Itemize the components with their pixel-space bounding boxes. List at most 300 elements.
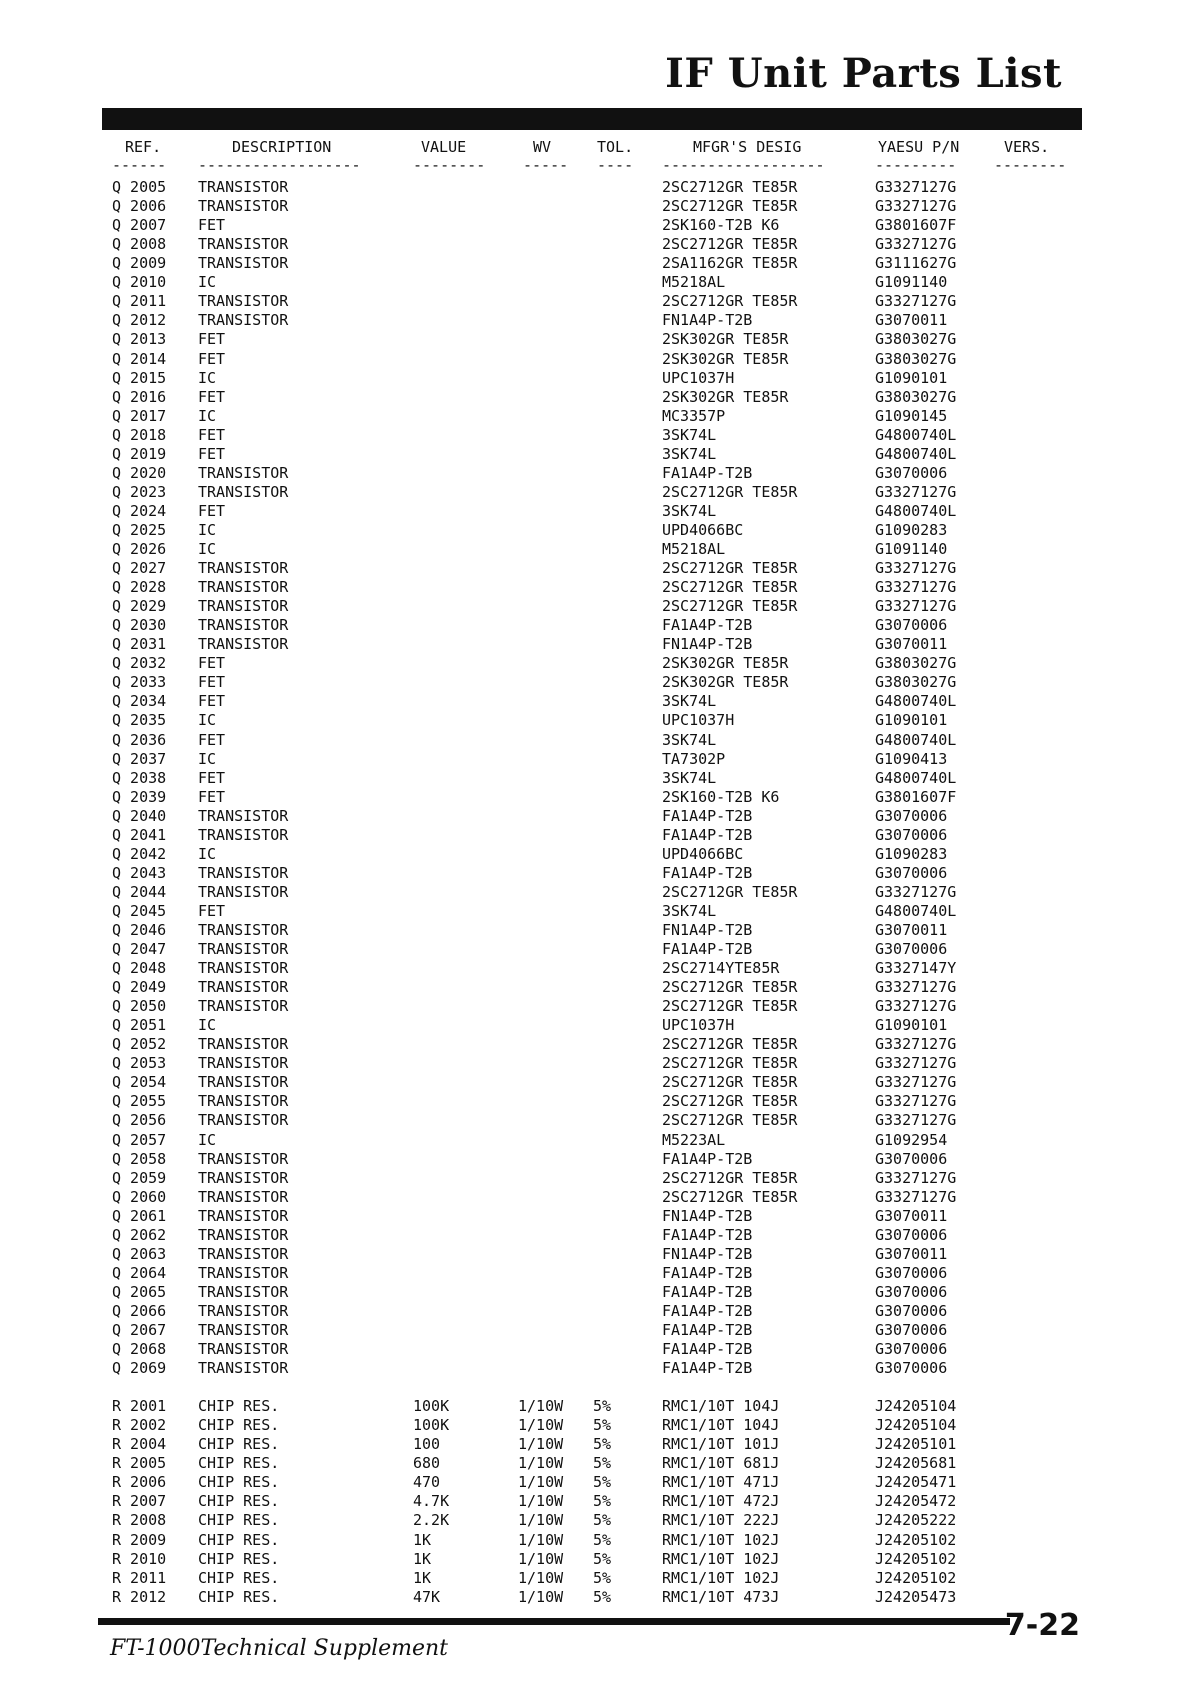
part-yaesu-pn: G4800740L bbox=[875, 768, 957, 787]
part-ref: Q 2056 bbox=[112, 1111, 167, 1130]
table-row bbox=[0, 1511, 1190, 1530]
part-description: TRANSISTOR bbox=[198, 1282, 289, 1301]
part-mfgr-desig: RMC1/10T 471J bbox=[662, 1473, 780, 1492]
part-ref: Q 2011 bbox=[112, 292, 167, 311]
part-ref: Q 2049 bbox=[112, 978, 167, 997]
part-ref: Q 2044 bbox=[112, 882, 167, 901]
part-description: TRANSISTOR bbox=[198, 292, 289, 311]
part-mfgr-desig: UPC1037H bbox=[662, 1016, 735, 1035]
part-yaesu-pn: G3070006 bbox=[875, 616, 948, 635]
table-row bbox=[0, 1454, 1190, 1473]
part-ref: R 2012 bbox=[112, 1587, 167, 1606]
part-mfgr-desig: 2SC2712GR TE85R bbox=[662, 559, 798, 577]
part-description: CHIP RES. bbox=[198, 1549, 280, 1568]
part-mfgr-desig: 2SK302GR TE85R bbox=[662, 330, 789, 349]
table-row bbox=[0, 445, 1190, 464]
page-number: 7-22 bbox=[1004, 1608, 1080, 1643]
part-yaesu-pn: G1090101 bbox=[875, 368, 948, 387]
part-wv: 1/10W bbox=[518, 1435, 564, 1454]
part-yaesu-pn: G3070006 bbox=[875, 1340, 948, 1358]
part-mfgr-desig: 2SA1162GR TE85R bbox=[662, 254, 798, 273]
part-mfgr-desig: 2SC2712GR TE85R bbox=[662, 1187, 798, 1206]
part-yaesu-pn: J24205102 bbox=[875, 1530, 957, 1549]
part-ref: Q 2047 bbox=[112, 940, 167, 958]
part-yaesu-pn: G3327127G bbox=[875, 292, 957, 311]
part-mfgr-desig: 2SK302GR TE85R bbox=[662, 673, 789, 692]
part-yaesu-pn: G3070006 bbox=[875, 1301, 948, 1320]
table-row bbox=[0, 426, 1190, 445]
part-mfgr-desig: RMC1/10T 102J bbox=[662, 1568, 780, 1587]
table-row bbox=[0, 273, 1190, 292]
part-yaesu-pn: G3327127G bbox=[875, 1092, 957, 1111]
part-ref: Q 2019 bbox=[112, 444, 167, 463]
part-ref: Q 2008 bbox=[112, 235, 167, 254]
part-yaesu-pn: J24205472 bbox=[875, 1492, 957, 1511]
part-mfgr-desig: 2SC2712GR TE85R bbox=[662, 292, 798, 311]
part-ref: Q 2032 bbox=[112, 654, 167, 673]
part-yaesu-pn: J24205471 bbox=[875, 1473, 957, 1492]
part-ref: Q 2038 bbox=[112, 768, 167, 787]
part-yaesu-pn: G3070006 bbox=[875, 940, 948, 958]
part-description: CHIP RES. bbox=[198, 1492, 280, 1511]
part-wv: 1/10W bbox=[518, 1473, 564, 1492]
part-ref: R 2007 bbox=[112, 1492, 167, 1511]
part-yaesu-pn: G1090145 bbox=[875, 406, 948, 425]
part-description: CHIP RES. bbox=[198, 1397, 280, 1416]
part-description: TRANSISTOR bbox=[198, 1054, 289, 1073]
part-mfgr-desig: RMC1/10T 222J bbox=[662, 1511, 780, 1530]
part-yaesu-pn: G3070006 bbox=[875, 1359, 948, 1378]
part-tol: 5% bbox=[593, 1587, 612, 1606]
part-description: TRANSISTOR bbox=[198, 1168, 289, 1187]
part-description: FET bbox=[198, 425, 226, 444]
table-row bbox=[0, 521, 1190, 540]
part-yaesu-pn: G1091140 bbox=[875, 273, 948, 292]
table-row bbox=[0, 883, 1190, 902]
part-mfgr-desig: 2SC2712GR TE85R bbox=[662, 978, 798, 997]
table-row bbox=[0, 769, 1190, 788]
part-mfgr-desig: 3SK74L bbox=[662, 501, 717, 520]
part-description: FET bbox=[198, 501, 226, 520]
part-yaesu-pn: G3327127G bbox=[875, 235, 957, 254]
part-wv: 1/10W bbox=[518, 1587, 564, 1606]
table-row bbox=[0, 788, 1190, 807]
part-description: CHIP RES. bbox=[198, 1530, 280, 1549]
part-ref: Q 2054 bbox=[112, 1073, 167, 1092]
header-ref: REF. bbox=[125, 138, 162, 156]
part-description: TRANSISTOR bbox=[198, 235, 289, 254]
column-separators bbox=[0, 156, 1190, 172]
part-yaesu-pn: G3070006 bbox=[875, 863, 948, 882]
part-mfgr-desig: RMC1/10T 102J bbox=[662, 1530, 780, 1549]
table-row bbox=[0, 1416, 1190, 1435]
table-row bbox=[0, 1131, 1190, 1150]
part-mfgr-desig: FN1A4P-T2B bbox=[662, 635, 753, 654]
header-value: VALUE bbox=[421, 138, 467, 156]
part-ref: Q 2057 bbox=[112, 1130, 167, 1149]
part-yaesu-pn: G1090413 bbox=[875, 749, 948, 768]
table-row bbox=[0, 292, 1190, 311]
part-yaesu-pn: G3327147Y bbox=[875, 959, 957, 977]
table-row bbox=[0, 1397, 1190, 1416]
part-description: FET bbox=[198, 654, 226, 673]
part-mfgr-desig: M5223AL bbox=[662, 1130, 726, 1149]
table-row bbox=[0, 1054, 1190, 1073]
part-yaesu-pn: J24205222 bbox=[875, 1511, 957, 1530]
table-row bbox=[0, 1435, 1190, 1454]
part-ref: Q 2025 bbox=[112, 520, 167, 539]
part-mfgr-desig: 3SK74L bbox=[662, 901, 717, 920]
part-mfgr-desig: FA1A4P-T2B bbox=[662, 616, 753, 635]
part-description: CHIP RES. bbox=[198, 1473, 280, 1492]
part-mfgr-desig: RMC1/10T 472J bbox=[662, 1492, 780, 1511]
part-mfgr-desig: UPC1037H bbox=[662, 368, 735, 387]
part-description: FET bbox=[198, 673, 226, 692]
table-row bbox=[0, 959, 1190, 978]
part-yaesu-pn: G3327127G bbox=[875, 178, 957, 196]
part-ref: Q 2051 bbox=[112, 1016, 167, 1035]
part-value: 470 bbox=[413, 1473, 441, 1492]
part-yaesu-pn: G3327127G bbox=[875, 1035, 957, 1054]
part-description: FET bbox=[198, 768, 226, 787]
part-yaesu-pn: J24205104 bbox=[875, 1397, 957, 1416]
table-row bbox=[0, 1492, 1190, 1511]
sep-wv: ----- bbox=[523, 156, 569, 174]
footer-rule bbox=[98, 1618, 1010, 1625]
part-description: TRANSISTOR bbox=[198, 635, 289, 654]
part-mfgr-desig: FA1A4P-T2B bbox=[662, 1359, 753, 1378]
part-mfgr-desig: RMC1/10T 104J bbox=[662, 1416, 780, 1435]
part-yaesu-pn: G3803027G bbox=[875, 330, 957, 349]
part-value: 1K bbox=[413, 1568, 432, 1587]
table-row bbox=[0, 692, 1190, 711]
part-mfgr-desig: 2SC2712GR TE85R bbox=[662, 597, 798, 616]
part-mfgr-desig: FA1A4P-T2B bbox=[662, 1225, 753, 1244]
part-description: TRANSISTOR bbox=[198, 920, 289, 939]
part-ref: Q 2017 bbox=[112, 406, 167, 425]
part-ref: Q 2030 bbox=[112, 616, 167, 635]
part-description: TRANSISTOR bbox=[198, 806, 289, 825]
part-description: FET bbox=[198, 349, 226, 368]
part-mfgr-desig: 3SK74L bbox=[662, 425, 717, 444]
part-description: IC bbox=[198, 520, 217, 539]
part-description: CHIP RES. bbox=[198, 1511, 280, 1530]
part-value: 2.2K bbox=[413, 1511, 450, 1530]
table-row bbox=[0, 350, 1190, 369]
part-yaesu-pn: G3070006 bbox=[875, 1225, 948, 1244]
table-row bbox=[0, 1588, 1190, 1607]
part-yaesu-pn: G3070011 bbox=[875, 635, 948, 654]
part-ref: Q 2048 bbox=[112, 959, 167, 977]
part-description: FET bbox=[198, 330, 226, 349]
part-ref: Q 2036 bbox=[112, 730, 167, 749]
part-yaesu-pn: J24205101 bbox=[875, 1435, 957, 1454]
part-description: TRANSISTOR bbox=[198, 1149, 289, 1168]
table-row bbox=[0, 464, 1190, 483]
part-yaesu-pn: G3327127G bbox=[875, 1111, 957, 1130]
part-description: IC bbox=[198, 368, 217, 387]
table-row bbox=[0, 616, 1190, 635]
part-yaesu-pn: G4800740L bbox=[875, 425, 957, 444]
part-ref: Q 2035 bbox=[112, 711, 167, 730]
table-row bbox=[0, 1226, 1190, 1245]
part-mfgr-desig: UPC1037H bbox=[662, 711, 735, 730]
part-mfgr-desig: FA1A4P-T2B bbox=[662, 1321, 753, 1339]
part-description: TRANSISTOR bbox=[198, 1092, 289, 1111]
part-description: FET bbox=[198, 216, 226, 235]
part-ref: Q 2045 bbox=[112, 901, 167, 920]
part-ref: Q 2005 bbox=[112, 178, 167, 196]
part-wv: 1/10W bbox=[518, 1454, 564, 1473]
part-ref: Q 2014 bbox=[112, 349, 167, 368]
part-description: TRANSISTOR bbox=[198, 1073, 289, 1092]
part-ref: Q 2026 bbox=[112, 540, 167, 558]
table-row bbox=[0, 1264, 1190, 1283]
sep-vers: -------- bbox=[994, 156, 1067, 174]
part-description: IC bbox=[198, 406, 217, 425]
part-description: TRANSISTOR bbox=[198, 825, 289, 844]
part-mfgr-desig: 2SC2712GR TE85R bbox=[662, 178, 798, 196]
table-row bbox=[0, 1283, 1190, 1302]
part-mfgr-desig: 3SK74L bbox=[662, 768, 717, 787]
table-row bbox=[0, 559, 1190, 578]
part-mfgr-desig: 2SC2712GR TE85R bbox=[662, 578, 798, 597]
part-ref: R 2009 bbox=[112, 1530, 167, 1549]
part-mfgr-desig: 2SC2712GR TE85R bbox=[662, 1054, 798, 1073]
table-row bbox=[0, 1245, 1190, 1264]
part-yaesu-pn: G3801607F bbox=[875, 787, 957, 806]
part-yaesu-pn: G3111627G bbox=[875, 254, 957, 273]
part-ref: Q 2064 bbox=[112, 1263, 167, 1282]
part-yaesu-pn: G1090101 bbox=[875, 1016, 948, 1035]
table-row bbox=[0, 673, 1190, 692]
part-ref: Q 2053 bbox=[112, 1054, 167, 1073]
part-value: 100K bbox=[413, 1416, 450, 1435]
part-ref: Q 2016 bbox=[112, 387, 167, 406]
table-row bbox=[0, 1035, 1190, 1054]
part-ref: Q 2009 bbox=[112, 254, 167, 273]
part-ref: Q 2027 bbox=[112, 559, 167, 577]
part-mfgr-desig: FA1A4P-T2B bbox=[662, 1340, 753, 1358]
part-description: TRANSISTOR bbox=[198, 616, 289, 635]
table-row bbox=[0, 711, 1190, 730]
part-wv: 1/10W bbox=[518, 1549, 564, 1568]
part-mfgr-desig: M5218AL bbox=[662, 540, 726, 558]
part-description: TRANSISTOR bbox=[198, 578, 289, 597]
part-ref: Q 2069 bbox=[112, 1359, 167, 1378]
part-mfgr-desig: FN1A4P-T2B bbox=[662, 311, 753, 330]
part-mfgr-desig: FA1A4P-T2B bbox=[662, 1301, 753, 1320]
part-value: 100K bbox=[413, 1397, 450, 1416]
part-tol: 5% bbox=[593, 1492, 612, 1511]
part-yaesu-pn: G3327127G bbox=[875, 578, 957, 597]
part-description: TRANSISTOR bbox=[198, 597, 289, 616]
part-ref: R 2005 bbox=[112, 1454, 167, 1473]
table-row bbox=[0, 864, 1190, 883]
part-yaesu-pn: G4800740L bbox=[875, 730, 957, 749]
part-tol: 5% bbox=[593, 1473, 612, 1492]
header-tol: TOL. bbox=[597, 138, 634, 156]
part-tol: 5% bbox=[593, 1530, 612, 1549]
part-yaesu-pn: G3327127G bbox=[875, 997, 957, 1016]
part-yaesu-pn: G3803027G bbox=[875, 387, 957, 406]
part-description: TRANSISTOR bbox=[198, 1225, 289, 1244]
part-ref: R 2001 bbox=[112, 1397, 167, 1416]
part-yaesu-pn: G3070006 bbox=[875, 1149, 948, 1168]
table-row bbox=[0, 1321, 1190, 1340]
part-mfgr-desig: FA1A4P-T2B bbox=[662, 1263, 753, 1282]
part-description: TRANSISTOR bbox=[198, 197, 289, 216]
part-yaesu-pn: G1092954 bbox=[875, 1130, 948, 1149]
part-ref: Q 2068 bbox=[112, 1340, 167, 1358]
part-tol: 5% bbox=[593, 1416, 612, 1435]
part-tol: 5% bbox=[593, 1435, 612, 1454]
table-row bbox=[0, 502, 1190, 521]
part-ref: Q 2006 bbox=[112, 197, 167, 216]
table-row bbox=[0, 369, 1190, 388]
part-wv: 1/10W bbox=[518, 1511, 564, 1530]
part-mfgr-desig: 2SK160-T2B K6 bbox=[662, 216, 780, 235]
part-ref: Q 2024 bbox=[112, 501, 167, 520]
part-yaesu-pn: G3070011 bbox=[875, 920, 948, 939]
table-row bbox=[0, 178, 1190, 197]
table-row bbox=[0, 1340, 1190, 1359]
part-mfgr-desig: 2SC2712GR TE85R bbox=[662, 1111, 798, 1130]
part-mfgr-desig: UPD4066BC bbox=[662, 520, 744, 539]
part-mfgr-desig: 3SK74L bbox=[662, 692, 717, 711]
header-vers: VERS. bbox=[1004, 138, 1050, 156]
part-description: TRANSISTOR bbox=[198, 940, 289, 958]
part-yaesu-pn: G3327127G bbox=[875, 559, 957, 577]
part-description: TRANSISTOR bbox=[198, 1206, 289, 1225]
part-mfgr-desig: 2SC2712GR TE85R bbox=[662, 235, 798, 254]
part-value: 680 bbox=[413, 1454, 441, 1473]
part-value: 1K bbox=[413, 1549, 432, 1568]
part-yaesu-pn: G3327127G bbox=[875, 1187, 957, 1206]
part-yaesu-pn: G3070011 bbox=[875, 311, 948, 330]
part-mfgr-desig: FN1A4P-T2B bbox=[662, 1244, 753, 1263]
part-description: TRANSISTOR bbox=[198, 1321, 289, 1339]
table-row bbox=[0, 1150, 1190, 1169]
part-description: TRANSISTOR bbox=[198, 997, 289, 1016]
part-description: IC bbox=[198, 711, 217, 730]
part-mfgr-desig: RMC1/10T 102J bbox=[662, 1549, 780, 1568]
part-description: TRANSISTOR bbox=[198, 482, 289, 501]
part-yaesu-pn: G4800740L bbox=[875, 692, 957, 711]
sep-tol: ---- bbox=[597, 156, 634, 174]
table-row bbox=[0, 407, 1190, 426]
part-mfgr-desig: 2SC2712GR TE85R bbox=[662, 1035, 798, 1054]
part-ref: Q 2012 bbox=[112, 311, 167, 330]
table-row bbox=[0, 540, 1190, 559]
table-row bbox=[0, 1073, 1190, 1092]
part-yaesu-pn: J24205473 bbox=[875, 1587, 957, 1606]
part-yaesu-pn: G3070011 bbox=[875, 1244, 948, 1263]
part-description: IC bbox=[198, 749, 217, 768]
part-ref: Q 2058 bbox=[112, 1149, 167, 1168]
table-row bbox=[0, 902, 1190, 921]
table-row bbox=[0, 311, 1190, 330]
part-tol: 5% bbox=[593, 1397, 612, 1416]
part-description: TRANSISTOR bbox=[198, 1359, 289, 1378]
table-row bbox=[0, 807, 1190, 826]
table-row bbox=[0, 330, 1190, 349]
sep-description: ------------------ bbox=[198, 156, 361, 174]
part-ref: Q 2020 bbox=[112, 463, 167, 482]
part-description: IC bbox=[198, 273, 217, 292]
part-yaesu-pn: G3070006 bbox=[875, 1321, 948, 1339]
part-yaesu-pn: G3070006 bbox=[875, 806, 948, 825]
part-ref: Q 2015 bbox=[112, 368, 167, 387]
part-description: FET bbox=[198, 444, 226, 463]
part-mfgr-desig: 2SC2712GR TE85R bbox=[662, 882, 798, 901]
part-description: IC bbox=[198, 1016, 217, 1035]
table-row bbox=[0, 1169, 1190, 1188]
part-wv: 1/10W bbox=[518, 1492, 564, 1511]
part-yaesu-pn: G3070006 bbox=[875, 825, 948, 844]
part-mfgr-desig: RMC1/10T 473J bbox=[662, 1587, 780, 1606]
part-description: TRANSISTOR bbox=[198, 311, 289, 330]
part-ref: Q 2060 bbox=[112, 1187, 167, 1206]
part-ref: Q 2067 bbox=[112, 1321, 167, 1339]
part-description: FET bbox=[198, 730, 226, 749]
part-mfgr-desig: 2SC2712GR TE85R bbox=[662, 997, 798, 1016]
part-yaesu-pn: G3070011 bbox=[875, 1206, 948, 1225]
part-mfgr-desig: 2SK302GR TE85R bbox=[662, 387, 789, 406]
part-ref: Q 2046 bbox=[112, 920, 167, 939]
part-ref: R 2008 bbox=[112, 1511, 167, 1530]
part-value: 4.7K bbox=[413, 1492, 450, 1511]
table-row bbox=[0, 254, 1190, 273]
part-value: 100 bbox=[413, 1435, 441, 1454]
table-row bbox=[0, 1111, 1190, 1130]
part-description: CHIP RES. bbox=[198, 1587, 280, 1606]
table-row bbox=[0, 654, 1190, 673]
table-row bbox=[0, 826, 1190, 845]
part-yaesu-pn: G3327127G bbox=[875, 1168, 957, 1187]
part-description: CHIP RES. bbox=[198, 1416, 280, 1435]
part-mfgr-desig: FN1A4P-T2B bbox=[662, 1206, 753, 1225]
part-description: CHIP RES. bbox=[198, 1568, 280, 1587]
table-row bbox=[0, 978, 1190, 997]
part-ref: Q 2042 bbox=[112, 844, 167, 863]
part-ref: Q 2029 bbox=[112, 597, 167, 616]
part-mfgr-desig: 2SC2712GR TE85R bbox=[662, 1168, 798, 1187]
part-ref: Q 2050 bbox=[112, 997, 167, 1016]
header-wv: WV bbox=[533, 138, 552, 156]
part-description: FET bbox=[198, 692, 226, 711]
header-yaesu-pn: YAESU P/N bbox=[878, 138, 960, 156]
part-description: TRANSISTOR bbox=[198, 254, 289, 273]
part-mfgr-desig: 3SK74L bbox=[662, 730, 717, 749]
part-mfgr-desig: TA7302P bbox=[662, 749, 726, 768]
part-yaesu-pn: G3803027G bbox=[875, 654, 957, 673]
part-ref: Q 2028 bbox=[112, 578, 167, 597]
part-yaesu-pn: G3327127G bbox=[875, 1073, 957, 1092]
sep-yaesu-pn: --------- bbox=[875, 156, 957, 174]
part-mfgr-desig: FA1A4P-T2B bbox=[662, 825, 753, 844]
part-yaesu-pn: G3070006 bbox=[875, 463, 948, 482]
part-yaesu-pn: G3803027G bbox=[875, 673, 957, 692]
part-description: TRANSISTOR bbox=[198, 463, 289, 482]
part-mfgr-desig: 2SK302GR TE85R bbox=[662, 349, 789, 368]
part-ref: Q 2059 bbox=[112, 1168, 167, 1187]
sep-value: -------- bbox=[413, 156, 486, 174]
part-ref: Q 2010 bbox=[112, 273, 167, 292]
part-mfgr-desig: FA1A4P-T2B bbox=[662, 806, 753, 825]
part-yaesu-pn: G1090101 bbox=[875, 711, 948, 730]
part-yaesu-pn: J24205102 bbox=[875, 1549, 957, 1568]
